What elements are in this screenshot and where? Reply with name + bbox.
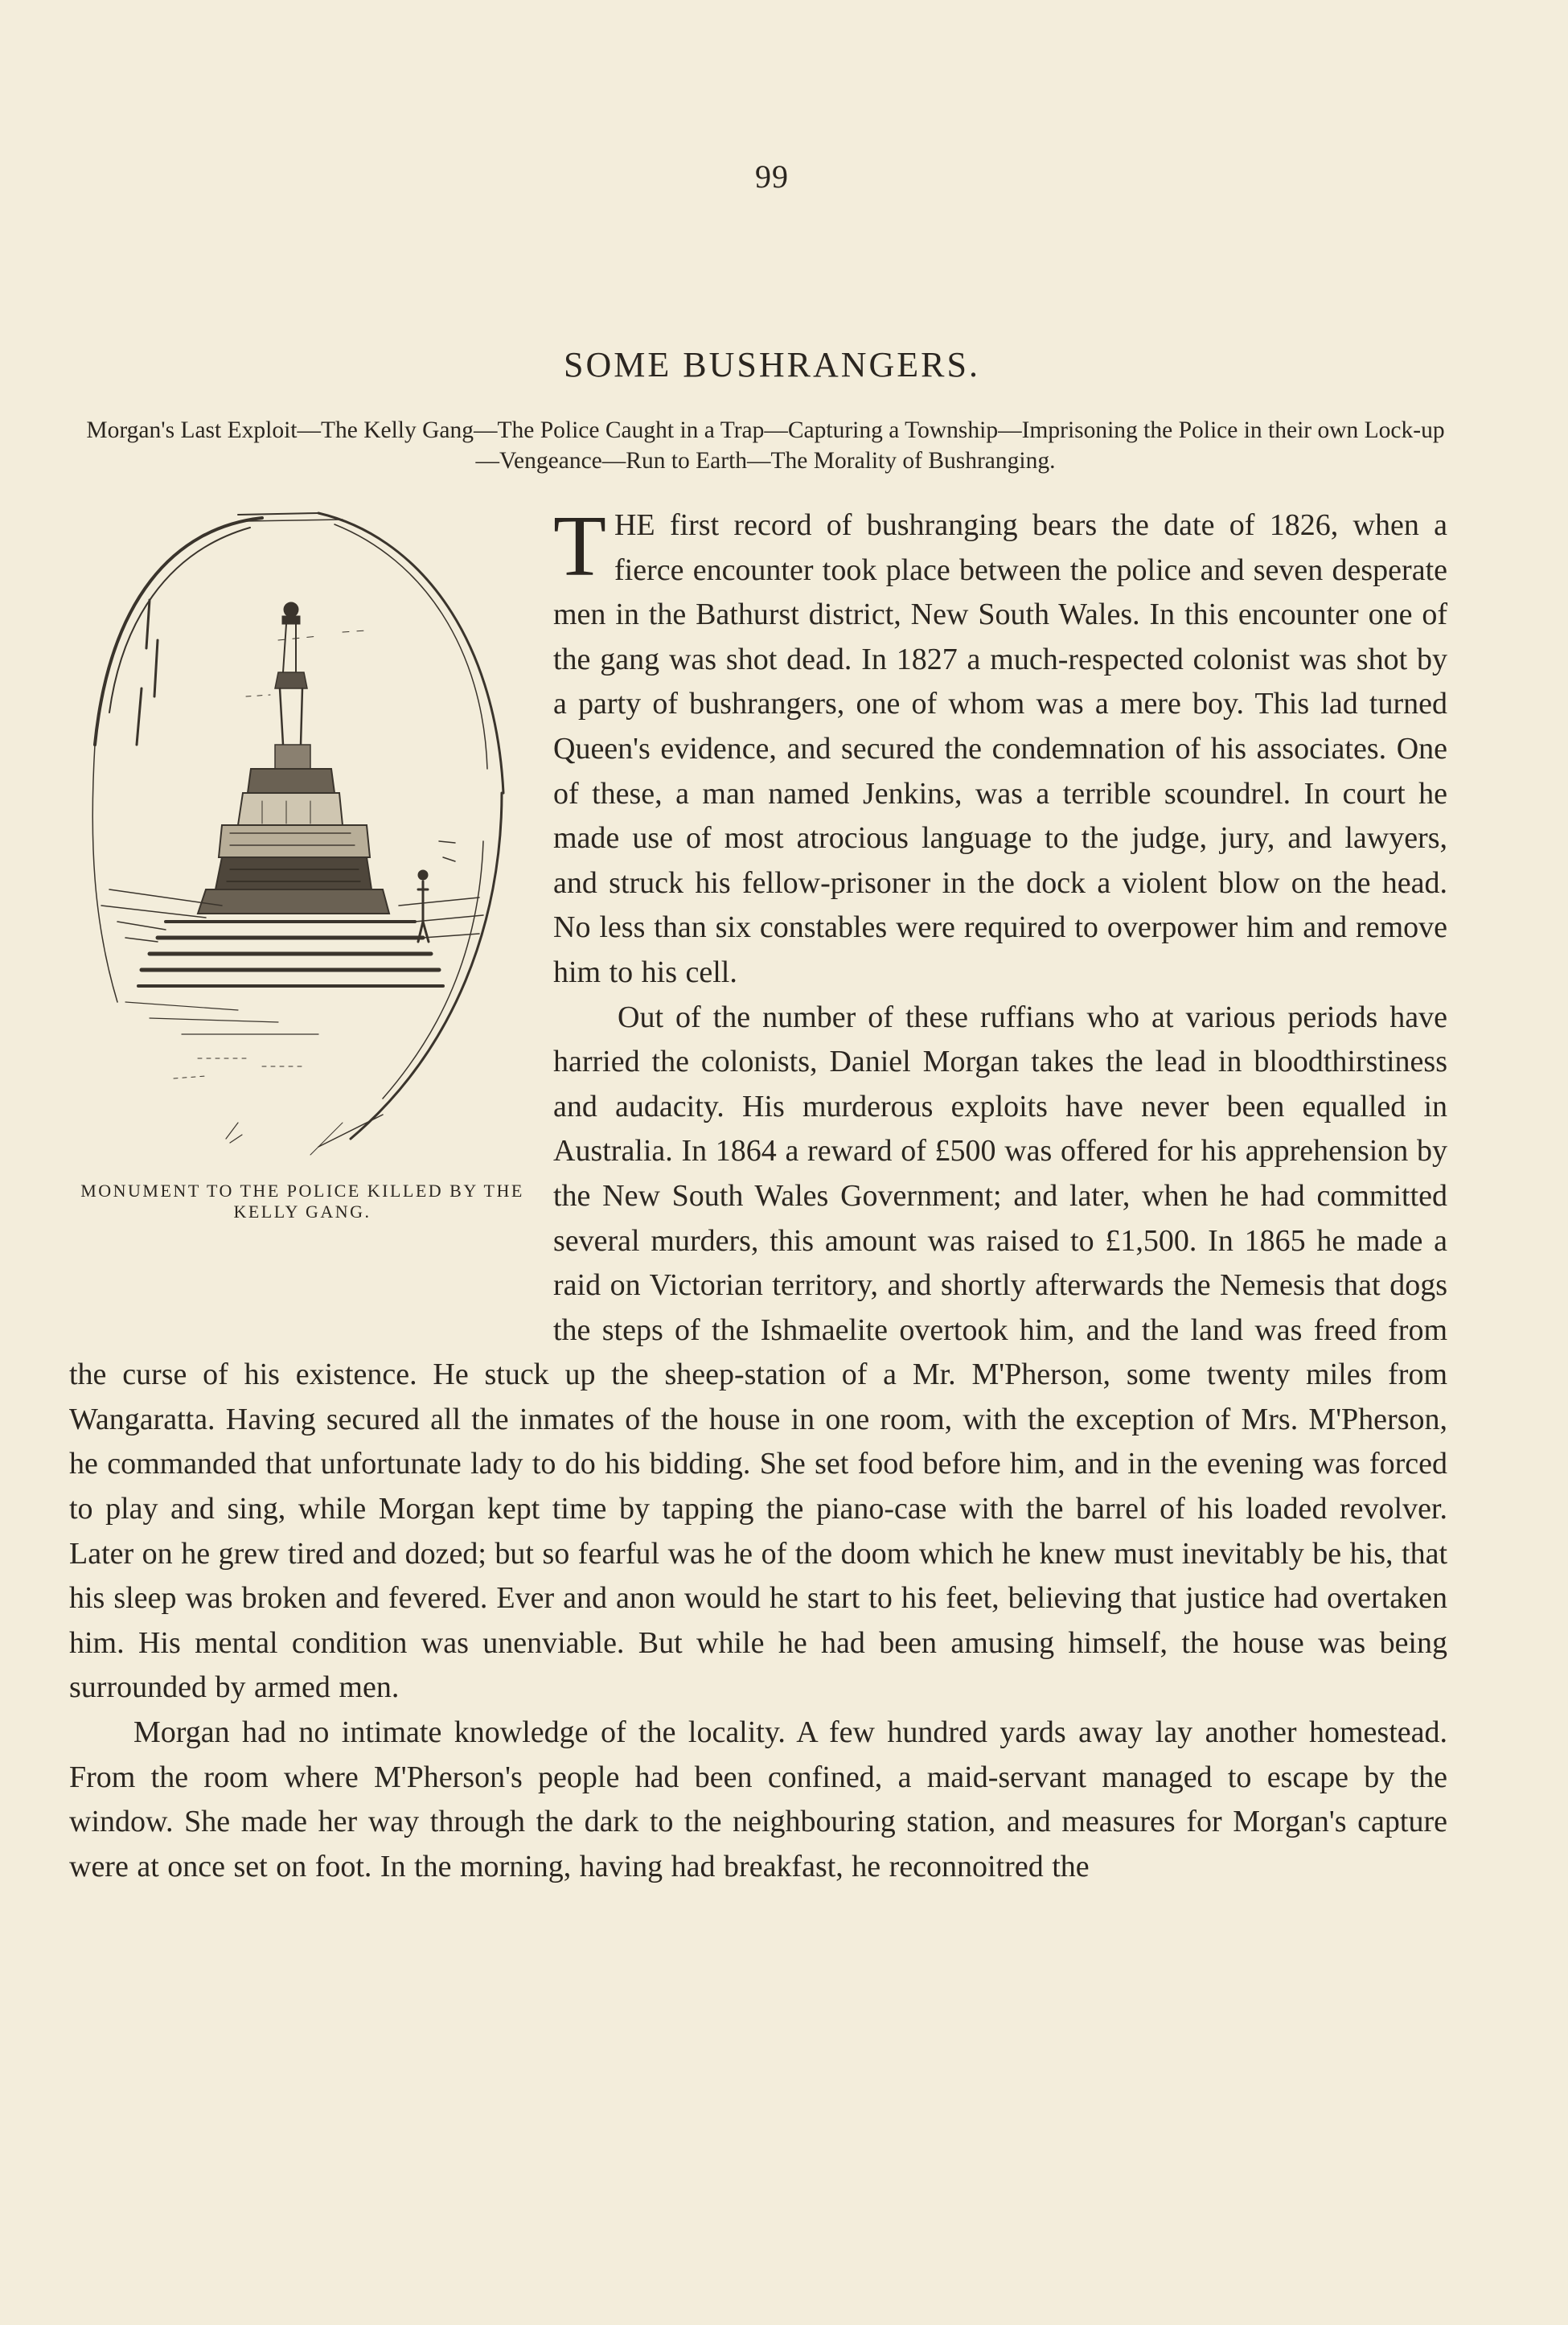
page-number: 99 [755, 158, 789, 195]
chapter-synopsis: Morgan's Last Exploit—The Kelly Gang—The Police Caught in a Trap—Capturing a Township—Imprisoning the Police in their own Lock-up—Vengeance—Run to Earth—The Morality of Bushranging. [86, 417, 1445, 474]
paragraph-2: Out of the number of these ruffians who at various periods have harried the colonists, Daniel Morgan takes the lead in bloodthirstiness and audacity. His murderous exploits have never been equalled in Australia. In 1864 a reward of £500 was offered for his apprehension by the New South Wales Government; and later, when he had committed several murders, this amount was raised to £1,500. In 1865 he made a raid on Victorian territory, and shortly afterwards the Nemesis that dogs the steps of the Ishmaelite overtook him, and the land was freed from the curse of his existence. He stuck up the sheep-station of a Mr. M'Pherson, some twenty miles from Wangaratta. Having secured all the inmates of the house in one room, with the exception of Mrs. M'Pherson, he commanded that unfortunate lady to do his bidding. She set food before him, and in the evening was forced to play and sing, while Morgan kept time by tapping the piano-case with the barrel of his loaded revolver. Later on he grew tired and dozed; but so fearful was he of the doom which he knew must inevitably be his, that his sleep was broken and fevered. Ever and anon would he start to his feet, believing that justice had overtaken him. His mental condition was unenviable. But while he had been amusing himself, the house was being surrounded by armed men. [69, 1000, 1447, 1705]
paragraph-1-text: HE first record of bushranging bears the date of 1826, when a fierce encounter took place between the police and seven desperate men in the Bathurst district, New South Wales. In this encounter one of the gang was shot dead. In 1827 a much-respected colonist was shot by a party of bushrangers, one of whom was a mere boy. This lad turned Queen's evidence, and secured the condemnation of his associates. One of these, a man named Jenkins, was a terrible scoundrel. In court he made use of most atrocious language to the judge, jury, and lawyers, and struck his fellow-prisoner in the dock a violent blow on the head. No less than six constables were required to overpower him and remove him to his cell. [553, 508, 1447, 989]
illustration-caption: MONUMENT TO THE POLICE KILLED BY THE KELLY GANG. [80, 1181, 524, 1222]
article-body [69, 499, 1447, 1889]
paragraph-3: Morgan had no intimate knowledge of the locality. A few hundred yards away lay another homestead. From the room where M'Pherson's people had been confined, a maid-servant managed to escape by the window. She made her way through the dark to the neighbouring station, and measures for Morgan's capture were at once set on foot. In the morning, having had breakfast, he reconnoitred the [69, 1715, 1447, 1883]
drop-cap: T [553, 499, 606, 594]
chapter-title: SOME BUSHRANGERS. [564, 345, 980, 384]
illustration-spacer [69, 503, 553, 1314]
